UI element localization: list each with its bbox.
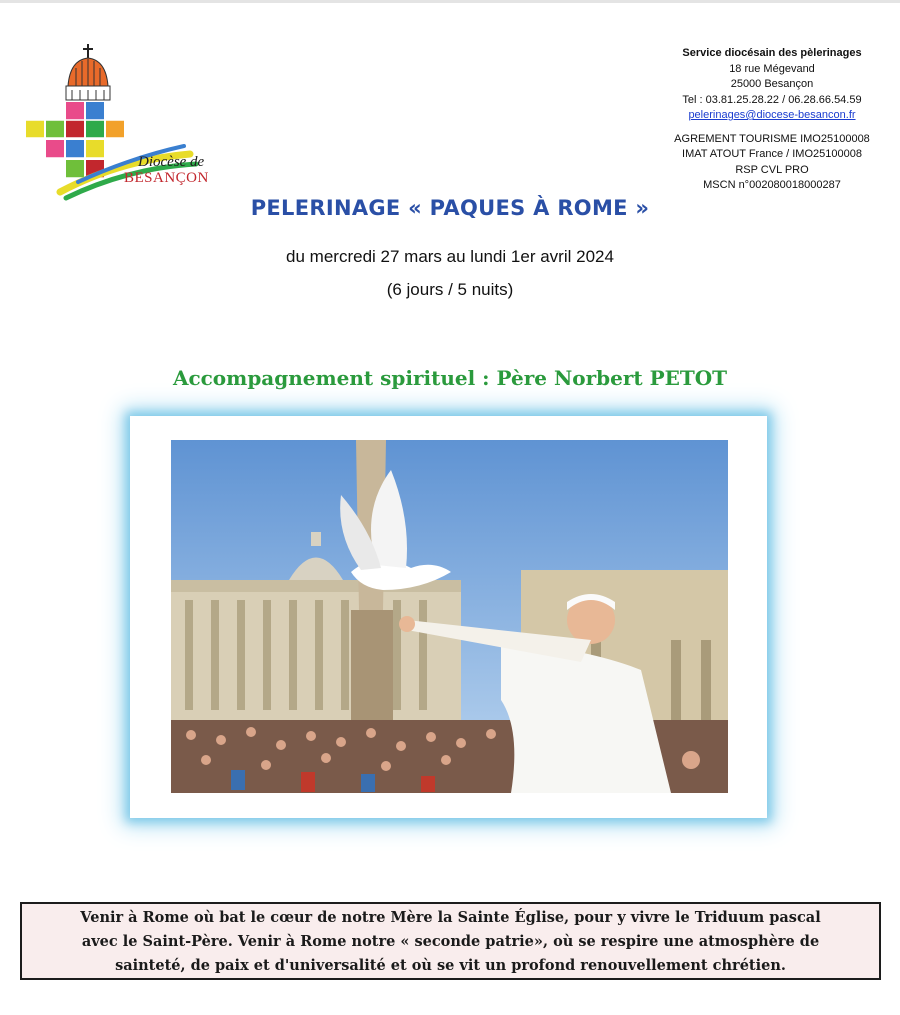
top-rule (0, 0, 900, 3)
description-line-1: Venir à Rome où bat le cœur de notre Mère la Sainte Église, pour y vivre le Triduum pascal (80, 909, 821, 926)
pilgrimage-dates: du mercredi 27 mars au lundi 1er avril 2024 (286, 247, 614, 266)
email-link[interactable]: pelerinages@diocese-besancon.fr (688, 109, 856, 121)
description-line-3: sainteté, de paix et d'universalité et où se vit un profond renouvellement chrétien. (115, 957, 786, 974)
phone-numbers: Tel : 03.81.25.28.22 / 06.28.66.54.59 (682, 93, 862, 106)
pope-dove-photo (171, 440, 728, 793)
logo-besancon-text: BESANÇON (124, 170, 209, 186)
agrement-tourisme: AGREMENT TOURISME IMO25100008 (674, 132, 870, 145)
description-line-2: avec le Saint-Père. Venir à Rome notre « seconde patrie», où se respire une atmosphère de (81, 933, 820, 950)
photo-frame (130, 416, 767, 818)
address-street: 18 rue Mégevand (729, 62, 815, 75)
description-box (20, 902, 881, 980)
mscn-number: MSCN n°002080018000287 (703, 179, 841, 191)
spiritual-guide: Accompagnement spirituel : Père Norbert PETOT (172, 366, 728, 390)
address-city: 25000 Besançon (730, 78, 814, 90)
imat-atout-france: IMAT ATOUT France / IMO25100008 (682, 148, 862, 160)
contact-spacer (662, 124, 882, 132)
logo-diocese-text: Diocèse de (138, 154, 205, 170)
service-name: Service diocésain des pèlerinages (682, 47, 862, 59)
diocese-logo (20, 42, 210, 202)
pilgrimage-title: PELERINAGE « PAQUES À ROME » (250, 196, 650, 220)
contact-block (662, 46, 882, 194)
rsp-cvl-pro: RSP CVL PRO (735, 163, 809, 176)
pilgrimage-duration: (6 jours / 5 nuits) (386, 280, 514, 299)
